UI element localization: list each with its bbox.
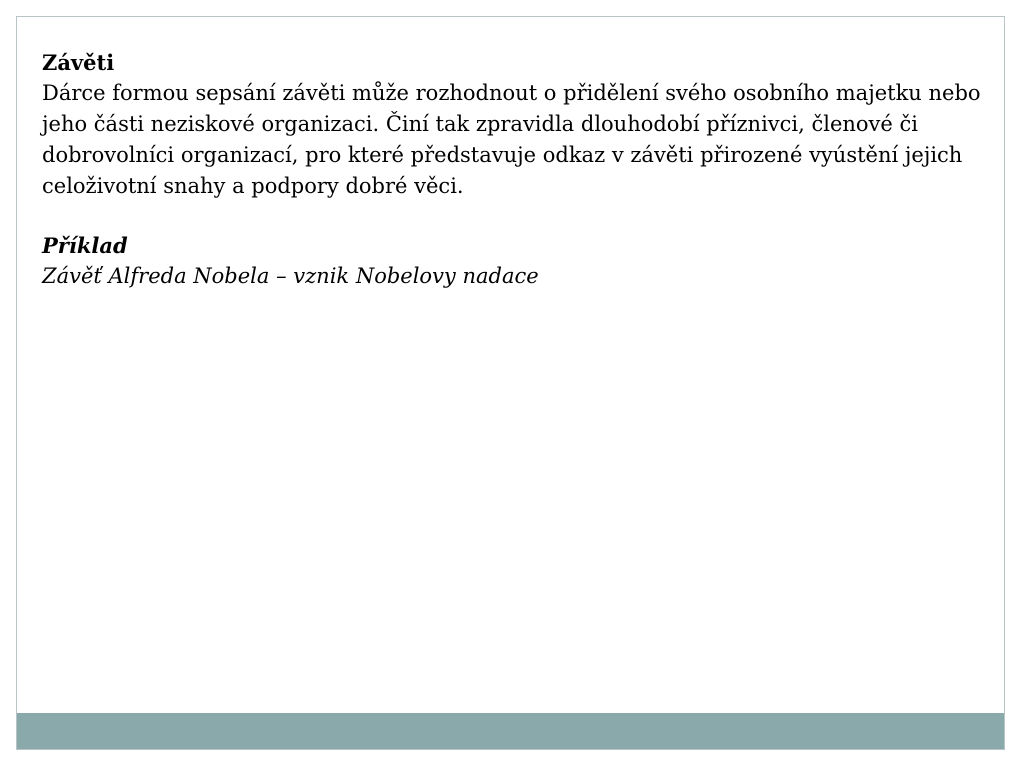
slide-heading: Závěti — [42, 50, 115, 75]
slide-body-text: Dárce formou sepsání závěti může rozhodnout o přidělení svého osobního majetku nebo jeho části neziskové organizaci. Činí tak zpravidla dlouhodobí příznivci, členové či dobrovolníci organizací, pro které představuje odkaz v závěti přirozené vyústění jejich celoživotní snahy a podpory dobré věci. — [42, 81, 981, 198]
example-text: Závěť Alfreda Nobela – vznik Nobelovy nadace — [42, 264, 539, 288]
footer-bar — [17, 713, 1004, 749]
slide-content — [42, 47, 987, 292]
example-heading: Příklad — [42, 233, 128, 258]
slide — [16, 16, 1005, 750]
spacer — [42, 202, 987, 230]
